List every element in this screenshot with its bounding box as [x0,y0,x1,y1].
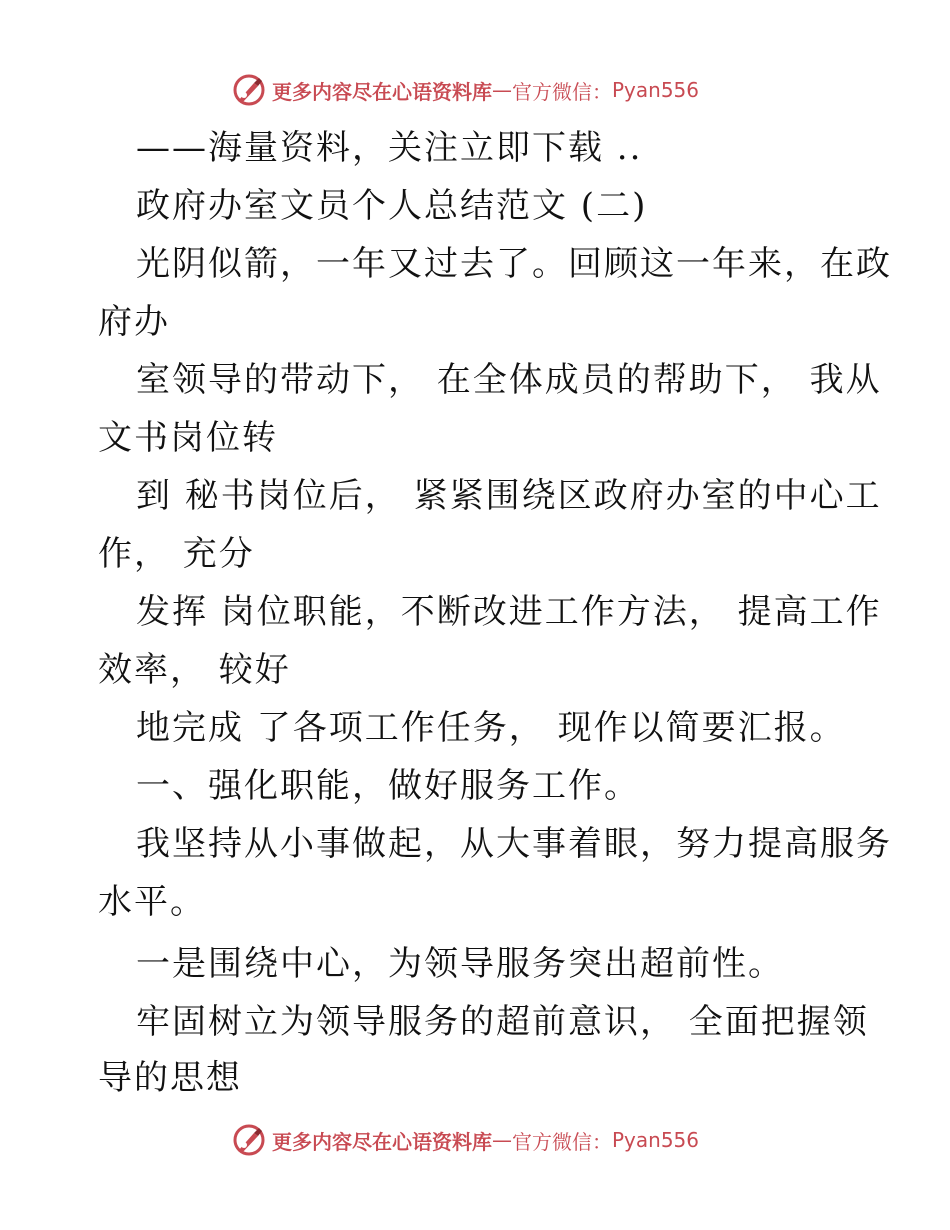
watermark-dash: — [492,1128,512,1152]
watermark-sub-text: 官方微信： [512,79,612,104]
watermark-footer [232,1120,699,1160]
section-heading: 一、强化职能，做好服务工作。 [136,766,640,806]
pen-logo-icon [232,1123,266,1157]
watermark-main-text: 更多内容尽在心语资料库 [272,1129,492,1154]
document-line: 效率， 较好 [98,650,291,690]
document-line: ——海量资料，关注立即下载 .. [136,128,643,168]
document-line: 地完成 了各项工作任务， 现作以简要汇报。 [136,708,846,748]
document-line: 作， 充分 [98,534,255,574]
document-line: 水平。 [98,882,206,922]
pen-logo-icon [232,73,266,107]
document-line: 府办 [98,302,170,342]
document-line: 我坚持从小事做起，从大事着眼，努力提高服务 [136,824,892,864]
document-line: 发挥 岗位职能，不断改进工作方法， 提高工作 [136,592,882,632]
watermark-sub-text: 官方微信： [512,1129,612,1154]
watermark-header [232,70,699,110]
watermark-id: Pyan556 [612,78,700,102]
document-line: 牢固树立为领导服务的超前意识， 全面把握领 [136,1002,869,1042]
document-line: 一是围绕中心，为领导服务突出超前性。 [136,944,784,984]
document-title: 政府办室文员个人总结范文 (二) [136,186,648,226]
document-line: 导的思想 [98,1058,242,1098]
document-line: 室领导的带动下， 在全体成员的帮助下， 我从 [136,360,882,400]
document-line: 光阴似箭，一年又过去了。回顾这一年来，在政 [136,244,892,284]
document-line: 文书岗位转 [98,418,278,458]
watermark-dash: — [492,78,512,102]
watermark-id: Pyan556 [612,1128,700,1152]
watermark-main-text: 更多内容尽在心语资料库 [272,79,492,104]
document-line: 到 秘书岗位后， 紧紧围绕区政府办室的中心工 [136,476,882,516]
